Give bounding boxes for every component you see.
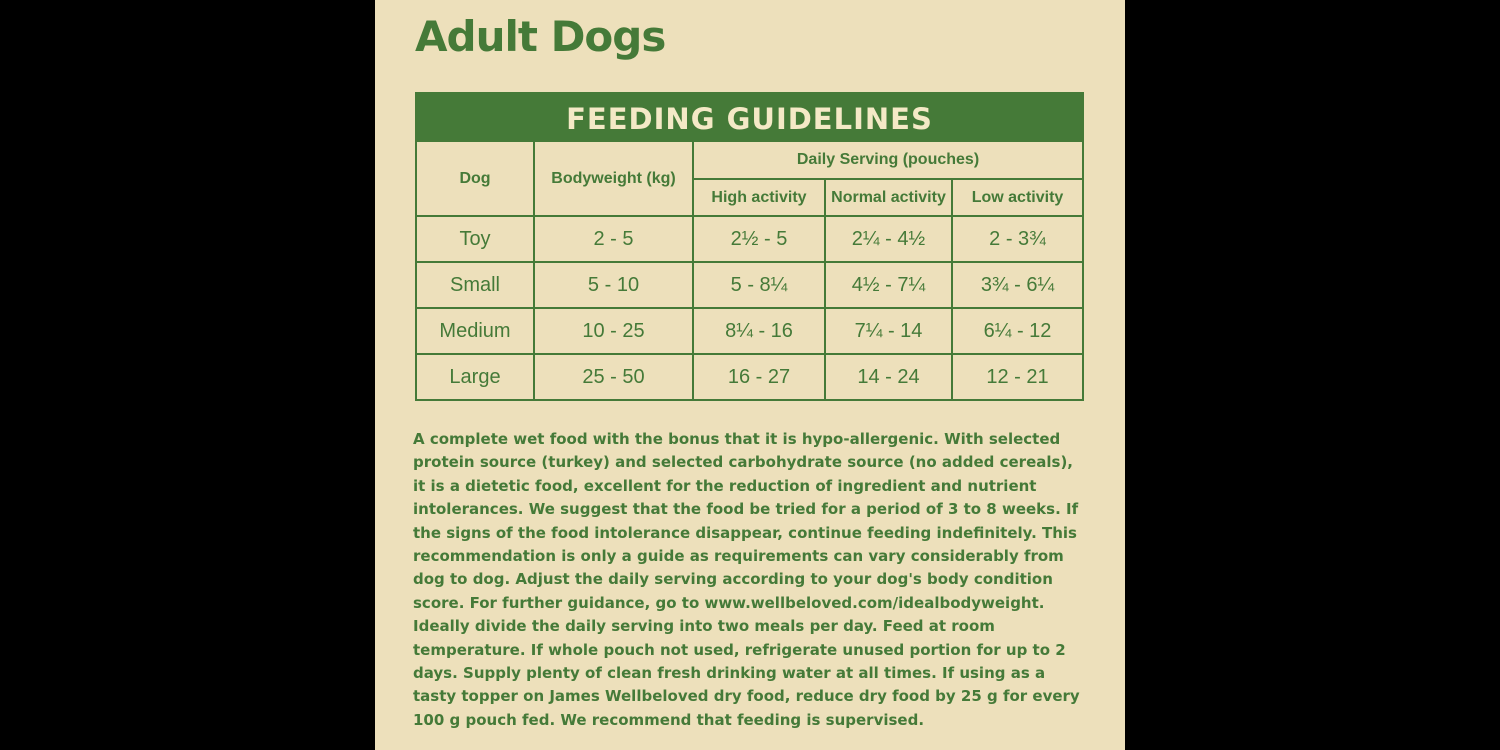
cell-low-activity: 2 - 3¾ <box>952 216 1082 262</box>
feeding-table <box>417 142 1082 399</box>
feeding-guidelines-heading: FEEDING GUIDELINES <box>417 94 1082 142</box>
cell-low-activity: 6¼ - 12 <box>952 308 1082 354</box>
table-row <box>417 308 1082 354</box>
col-header-dog: Dog <box>417 142 534 216</box>
cell-bodyweight: 2 - 5 <box>534 216 693 262</box>
col-header-bodyweight: Bodyweight (kg) <box>534 142 693 216</box>
cell-high-activity: 5 - 8¼ <box>693 262 825 308</box>
feeding-description: A complete wet food with the bonus that it is hypo-allergenic. With selected protein source (turkey) and selected carbohydrate source (no added cereals), it is a dietetic food, excellent for the reduction of ingredient and nutrient intolerances. We suggest that the food be tried for a period of 3 to 8 weeks. If the signs of the food intolerance disappear, continue feeding indefinitely. This recommendation is only a guide as requirements can vary considerably from dog to dog. Adjust the daily serving according to your dog's body condition score. For further guidance, go to www.wellbeloved.com/idealbodyweight. Ideally divide the daily serving into two meals per day. Feed at room temperature. If whole pouch not used, refrigerate unused portion for up to 2 days. Supply plenty of clean fresh drinking water at all times. If using as a tasty topper on James Wellbeloved dry food, reduce dry food by 25 g for every 100 g pouch fed. We recommend that feeding is supervised. <box>413 430 1080 729</box>
cell-bodyweight: 5 - 10 <box>534 262 693 308</box>
col-header-high-activity: High activity <box>693 179 825 216</box>
col-header-normal-activity: Normal activity <box>825 179 952 216</box>
cell-low-activity: 3¾ - 6¼ <box>952 262 1082 308</box>
col-header-low-activity: Low activity <box>952 179 1082 216</box>
cell-high-activity: 16 - 27 <box>693 354 825 399</box>
cell-dog: Toy <box>417 216 534 262</box>
cell-normal-activity: 7¼ - 14 <box>825 308 952 354</box>
cell-normal-activity: 14 - 24 <box>825 354 952 399</box>
product-panel <box>375 0 1125 750</box>
cell-high-activity: 8¼ - 16 <box>693 308 825 354</box>
feeding-guidelines-table <box>415 92 1084 401</box>
cell-dog: Small <box>417 262 534 308</box>
cell-high-activity: 2½ - 5 <box>693 216 825 262</box>
cell-low-activity: 12 - 21 <box>952 354 1082 399</box>
cell-dog: Medium <box>417 308 534 354</box>
cell-normal-activity: 2¼ - 4½ <box>825 216 952 262</box>
table-row <box>417 262 1082 308</box>
cell-bodyweight: 25 - 50 <box>534 354 693 399</box>
page-title: Adult Dogs <box>415 12 666 61</box>
col-header-daily-serving: Daily Serving (pouches) <box>693 142 1082 179</box>
table-row <box>417 216 1082 262</box>
cell-dog: Large <box>417 354 534 399</box>
cell-normal-activity: 4½ - 7¼ <box>825 262 952 308</box>
table-row <box>417 354 1082 399</box>
cell-bodyweight: 10 - 25 <box>534 308 693 354</box>
